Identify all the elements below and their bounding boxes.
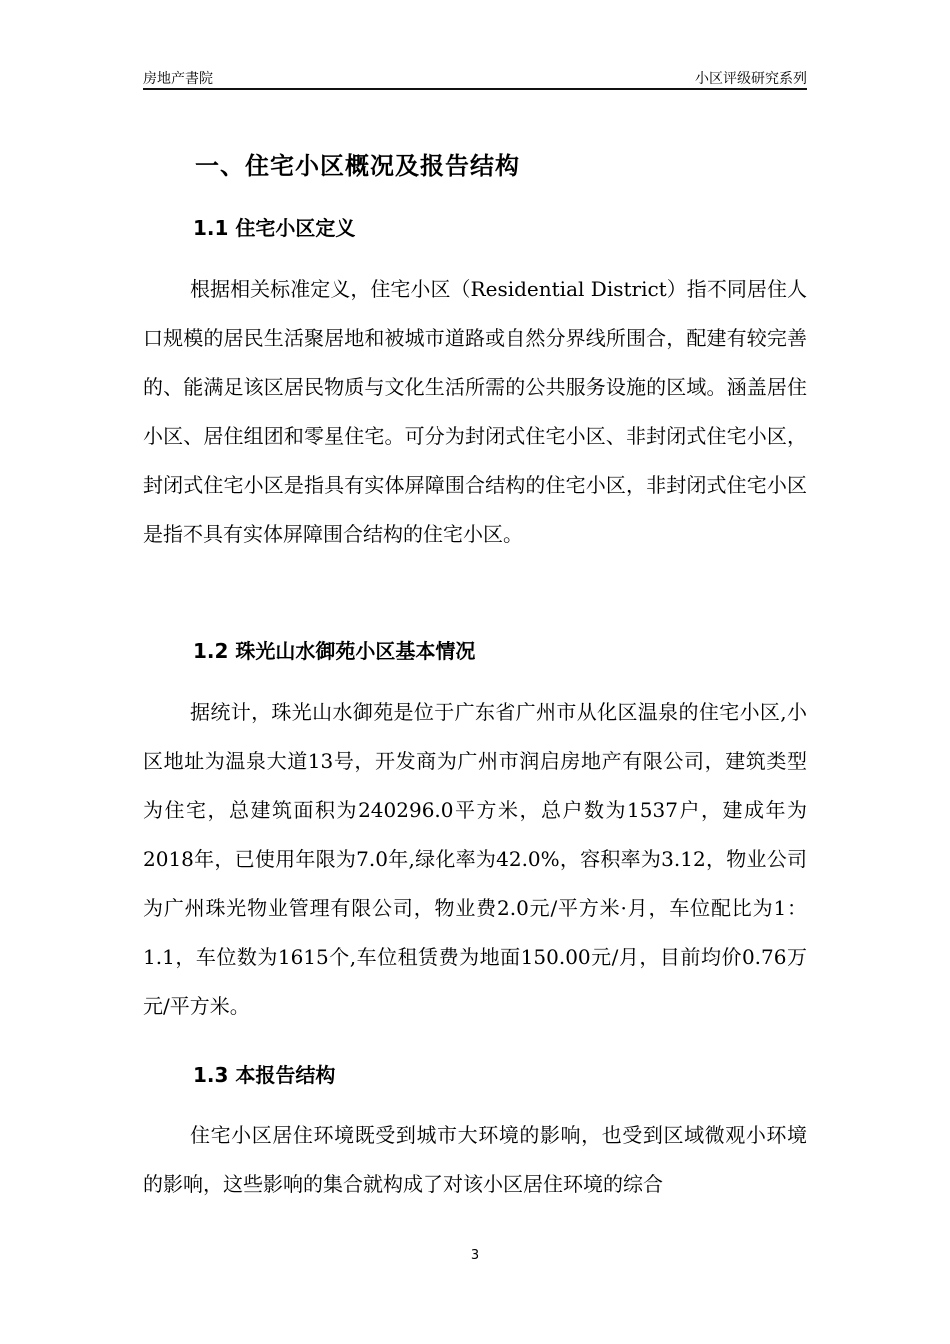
section-heading-1-3: 1.3 本报告结构 bbox=[193, 1063, 336, 1087]
section-heading-1-2: 1.2 珠光山水御苑小区基本情况 bbox=[193, 639, 476, 663]
section-paragraph-1-3: 住宅小区居住环境既受到城市大环境的影响，也受到区域微观小环境的影响，这些影响的集合就构成了对该小区居住环境的综合 bbox=[143, 1123, 807, 1196]
section-heading-1-1: 1.1 住宅小区定义 bbox=[193, 216, 356, 240]
page-header bbox=[143, 66, 807, 90]
section-paragraph-1-2: 据统计，珠光山水御苑是位于广东省广州市从化区温泉的住宅小区,小区地址为温泉大道13号，开发商为广州市润启房地产有限公司，建筑类型为住宅，总建筑面积为240296.0平方米，总户数为1537户，建成年为2018年，已使用年限为7.0年,绿化率为42.0%，容积率为3.12，物业公司为广州珠光物业管理有限公司，物业费2.0元/平方米·月，车位配比为1：1.1，车位数为1615个,车位租赁费为地面150.00元/月，目前均价0.76万元/平方米。 bbox=[143, 700, 807, 1018]
header-publisher: 房地产書院 bbox=[143, 71, 213, 87]
header-series: 小区评级研究系列 bbox=[695, 71, 807, 87]
page-number: 3 bbox=[470, 1248, 480, 1263]
section-paragraph-1-1: 根据相关标准定义，住宅小区（Residential District）指不同居住人口规模的居民生活聚居地和被城市道路或自然分界线所围合，配建有较完善的、能满足该区居民物质与文化生活所需的公共服务设施的区域。涵盖居住小区、居住组团和零星住宅。可分为封闭式住宅小区、非封闭式住宅小区，封闭式住宅小区是指具有实体屏障围合结构的住宅小区，非封闭式住宅小区是指不具有实体屏障围合结构的住宅小区。 bbox=[143, 277, 807, 546]
chapter-title: 一、住宅小区概况及报告结构 bbox=[195, 152, 520, 180]
